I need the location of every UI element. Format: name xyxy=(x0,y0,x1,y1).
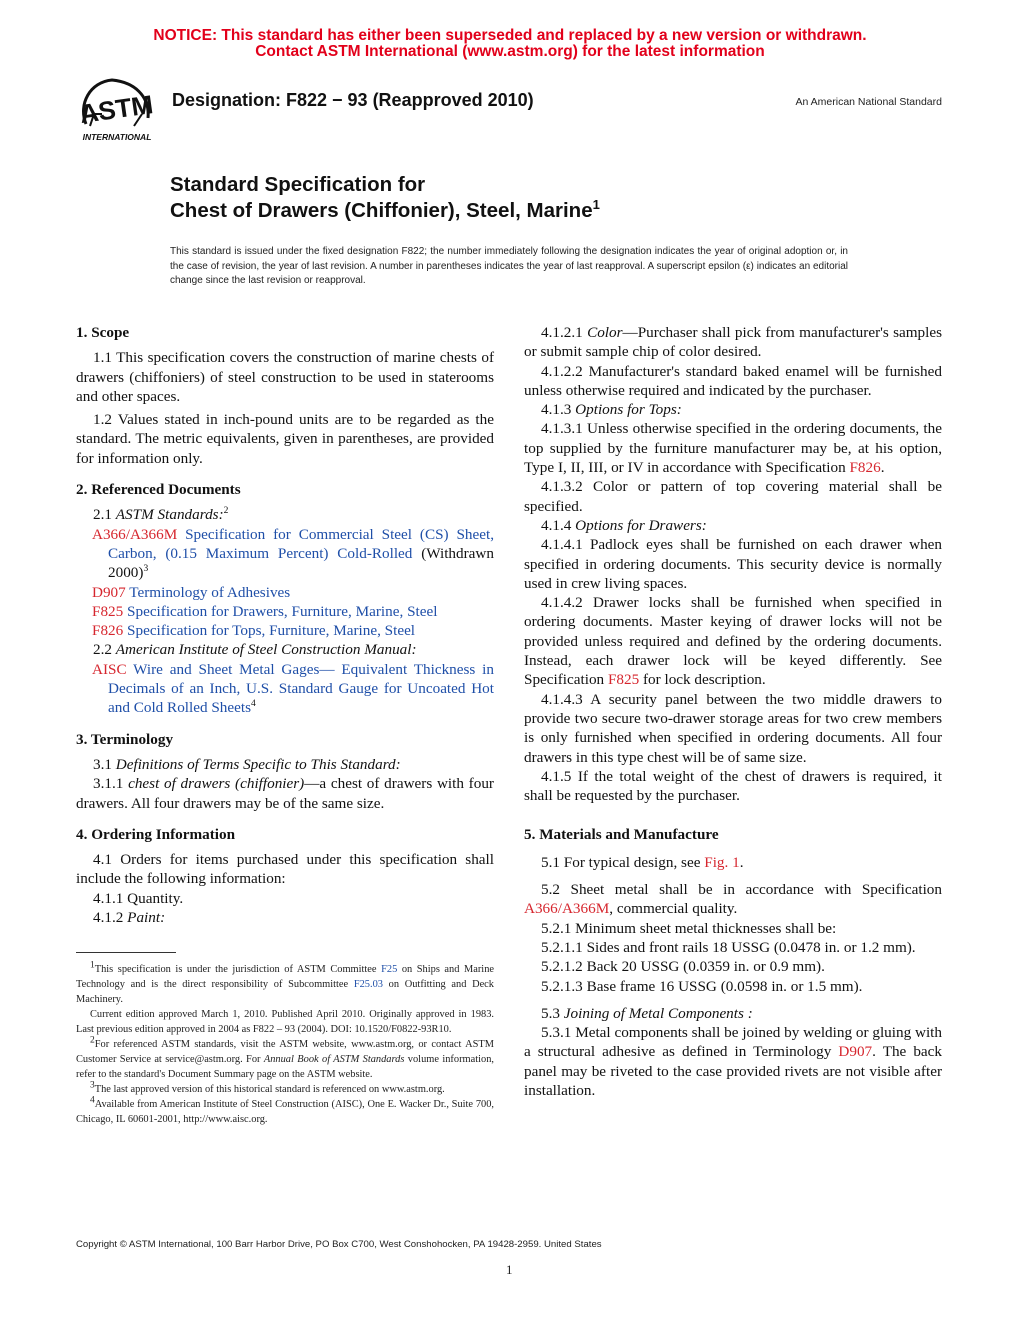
footnote-1-edition: Current edition approved March 1, 2010. Published April 2010. Originally approved in 1983. Last previous edition approved in 2004 as F822 – 93 (2004). DOI: 10.1520/F0822-93R10. xyxy=(76,1009,494,1035)
para-4-1-2-1-num: 4.1.2.1 xyxy=(541,324,588,341)
section-2-heading: 2. Referenced Documents xyxy=(76,481,241,499)
para-2-2-title: American Institute of Steel Construction Manual: xyxy=(115,641,417,659)
f825-link[interactable]: F825 xyxy=(607,671,640,689)
para-3-1-1-term: chest of drawers (chiffonier) xyxy=(128,775,305,793)
para-5-3-1: 5.3.1 Metal components shall be joined by welding or gluing with a structural adhesive as defined in Terminology xyxy=(524,1024,942,1061)
title-footnote-mark[interactable]: 1 xyxy=(592,197,600,213)
page-number: 1 xyxy=(506,1262,513,1277)
para-4-1-3-num: 4.1.3 xyxy=(541,401,576,419)
ref-f825 xyxy=(76,602,494,621)
issuance-note: This standard is issued under the fixed designation F822; the number immediately following the designation indicates the year of original adoption or, in the case of revision, the year of last revision. A number in parentheses indicates the year of last reapproval. A superscript epsilon (ε) indicates an editorial change since the last revision or reapproval. xyxy=(170,246,848,286)
fn-mark-2[interactable]: 2 xyxy=(223,506,229,517)
para-5-3-num: 5.3 xyxy=(541,1004,564,1022)
section-3-heading: 3. Terminology xyxy=(76,730,174,748)
para-5-3-title: Joining of Metal Components : xyxy=(563,1004,753,1022)
fn-mark-4[interactable]: 4 xyxy=(251,699,256,710)
ref-aisc-code[interactable]: AISC xyxy=(92,660,127,678)
subcommittee-f2503-link[interactable]: F25.03 xyxy=(353,979,383,990)
logo-text: ASTM xyxy=(77,89,155,130)
para-4-1-3-2: 4.1.3.2 Color or pattern of top covering material shall be specified. xyxy=(524,478,942,515)
para-3-1-1-text: —a chest of drawers with four drawers. All four drawers may be of the same size. xyxy=(76,775,494,812)
para-2-1-title: ASTM Standards: xyxy=(115,506,224,524)
a366-link[interactable]: A366/A366M xyxy=(524,900,610,918)
para-3-1-num: 3.1 xyxy=(93,755,116,773)
para-5-2-1-2: 5.2.1.2 Back 20 USSG (0.0359 in. or 0.9 mm). xyxy=(541,958,825,976)
para-4-1-5: 4.1.5 If the total weight of the chest of drawers is required, it shall be requested by the purchaser. xyxy=(524,767,942,805)
footnote-2: $^2$For referenced ASTM standards, visit the ASTM website, www.astm.org, or contact ASTM Customer Service at service@astm.org. For Annual Book of ASTM Standards volume information, refer to the standard's Document Summary page on the ASTM website. xyxy=(76,1035,494,1080)
logo-sub: INTERNATIONAL xyxy=(82,132,152,142)
fn-mark-3[interactable]: 3 xyxy=(143,564,149,575)
para-2-2-num: 2.2 xyxy=(93,641,116,659)
footnote-1: $^1$This specification is under the jurisdiction of ASTM Committee F25 on Ships and Marine Technology and is the direct responsibility of Subcommittee F25.03 on Outfitting and Deck Machinery. xyxy=(76,960,495,1005)
para-4-1-2-2: 4.1.2.2 Manufacturer's standard baked enamel will be furnished unless otherwise required and indicated by the purchaser. xyxy=(524,362,942,399)
ref-f826-code[interactable]: F826 xyxy=(92,622,124,640)
para-4-1-2-1-text: —Purchaser shall pick from manufacturer's samples or submit sample chip of color desired. xyxy=(524,324,943,361)
footnote-3: $^3$The last approved version of this historical standard is referenced on www.astm.org. xyxy=(90,1080,445,1095)
para-1-2: 1.2 Values stated in inch-pound units are to be regarded as the standard. The metric equivalents, given in parentheses, are provided for information only. xyxy=(76,411,494,467)
ref-a366 xyxy=(76,525,494,583)
para-5-1: 5.1 For typical design, see xyxy=(541,853,705,871)
d907-link[interactable]: D907 xyxy=(838,1043,873,1061)
right-column: 4.1.2.1 Color—Purchaser shall pick from manufacturer's samples or submit sample chip of color desired. 4.1.2.2 Manufacturer's standard baked enamel will be furnished unless otherwise required and indicated by the purchaser. 4.1.3 Options for Tops: 4.1.3.1 Unless otherwise specified in the ordering documents, the top supplied by the furniture manufacturer may be, at his option, Type I, II, III, or IV in accordance with Specification F826. 4.1.3.2 Color or pattern of top covering material shall be specified. 4.1.4 Options for Drawers: 4.1.4.1 Padlock eyes shall be furnished on each drawer when specified in ordering documents. This security device is normally used in crew living spaces. 4.1.4.2 Drawer locks shall be furnished when specified in ordering documents. Master keying of drawer locks will not be provided unless required and defined by the ordering documents. Instead, each drawer lock will be keyed differently. See Specification F825 for lock description. 4.1.4.3 A security panel between the two middle drawers to provide two secure two-drawer storage areas for two crew members is only furnished when specified in ordering documents. All four drawers in this type chest will be of same size. 4.1.5 If the total weight of the chest of drawers is required, it shall be requested by the purchaser. 5. Materials and Manufacture 5.1 For typical design, see Fig. 1. 5.2 Sheet metal shall be in accordance with Specification A366/A366M, commercial quality. 5.2.1 Minimum sheet metal thicknesses shall be: 5.2.1.1 Sides and front rails 18 USSG (0.0478 in. or 1.2 mm). 5.2.1.2 Back 20 USSG (0.0359 in. or 0.9 mm). 5.2.1.3 Base frame 16 USSG (0.0598 in. or 1.5 mm). 5.3 Joining of Metal Components : 5.3.1 Metal components shall be joined by welding or gluing with a structural adhesive as defined in Terminology D907. The back panel may be riveted to the case provided rivets are not visible after installation. xyxy=(524,324,943,1099)
para-2-1-num: 2.1 xyxy=(93,506,116,524)
ref-f826-title[interactable]: Specification for Tops, Furniture, Marine, Steel xyxy=(123,622,416,640)
para-4-1-2-num: 4.1.2 xyxy=(93,909,128,927)
para-4-1: 4.1 Orders for items purchased under this specification shall include the following information: xyxy=(76,851,494,888)
para-4-1-4-1: 4.1.4.1 Padlock eyes shall be furnished on each drawer when specified in ordering documents. This security device is normally used in crew living spaces. xyxy=(524,536,942,592)
para-4-1-4-2: 4.1.4.2 Drawer locks shall be furnished when specified in ordering documents. Master keying of drawer locks will not be provided unless required and defined by the ordering documents. Instead, each drawer lock will be keyed differently. See Specification xyxy=(524,594,942,689)
designation: Designation: F822 − 93 (Reapproved 2010) xyxy=(172,90,534,110)
f826-link[interactable]: F826 xyxy=(849,459,881,477)
ref-d907 xyxy=(76,583,494,602)
footnotes xyxy=(76,962,494,1127)
copyright: Copyright © ASTM International, 100 Barr Harbor Drive, PO Box C700, West Conshohocken, PA 19428-2959. United States xyxy=(76,1239,602,1250)
ref-d907-title[interactable]: Terminology of Adhesives xyxy=(125,583,291,601)
ref-a366-code[interactable]: A366/A366M xyxy=(92,525,178,543)
para-4-1-4-3: 4.1.4.3 A security panel between the two middle drawers to provide two secure two-drawer storage areas for two crew members is only furnished when specified in ordering documents. All four drawers in this type chest will be of same size. xyxy=(524,690,942,766)
title-line-1: Standard Specification for xyxy=(170,173,426,196)
footnote-rule xyxy=(76,952,176,953)
para-1-1: 1.1 This specification covers the construction of marine chests of drawers (chiffoniers) of steel construction to be used in staterooms and other spaces. xyxy=(76,349,494,405)
ref-d907-code[interactable]: D907 xyxy=(92,583,126,601)
ref-f825-code[interactable]: F825 xyxy=(92,602,124,620)
para-4-1-2-1-title: Color xyxy=(587,324,623,341)
para-3-1-title: Definitions of Terms Specific to This Standard: xyxy=(115,755,401,773)
para-4-1-4-title: Options for Drawers: xyxy=(575,516,707,534)
para-5-2-1-1: 5.2.1.1 Sides and front rails 18 USSG (0.0478 in. or 1.2 mm). xyxy=(541,938,916,956)
section-5-heading: 5. Materials and Manufacture xyxy=(524,826,719,844)
para-4-1-3-title: Options for Tops: xyxy=(575,401,682,419)
ref-f825-title[interactable]: Specification for Drawers, Furniture, Marine, Steel xyxy=(123,602,438,620)
para-4-1-1: 4.1.1 Quantity. xyxy=(93,889,184,907)
title-line-2: Chest of Drawers (Chiffonier), Steel, Marine xyxy=(170,199,593,222)
footnote-4: $^4$Available from American Institute of Steel Construction (AISC), One E. Wacker Dr., Suite 700, Chicago, IL 60601-2001, http://www.aisc.org. xyxy=(76,1095,494,1125)
ref-aisc-title[interactable]: Wire and Sheet Metal Gages— Equivalent Thickness in Decimals of an Inch, U.S. Standard Gauge for Uncoated Hot and Cold Rolled Sheets xyxy=(108,660,494,717)
para-5-2-1-3: 5.2.1.3 Base frame 16 USSG (0.0598 in. or 1.5 mm). xyxy=(541,977,863,995)
section-1-heading: 1. Scope xyxy=(76,324,130,341)
ref-a366-note: (Withdrawn 2000) xyxy=(108,544,494,582)
para-5-2: 5.2 Sheet metal shall be in accordance with Specification xyxy=(541,881,942,899)
fig-1-link[interactable]: Fig. 1 xyxy=(704,853,740,871)
astm-logo xyxy=(72,74,162,144)
notice-line-1: NOTICE: This standard has either been superseded and replaced by a new version or withdrawn. xyxy=(153,27,867,44)
para-4-1-3-1: 4.1.3.1 Unless otherwise specified in the ordering documents, the top supplied by the furniture manufacturer may be, at his option, Type I, II, III, or IV in accordance with Specification xyxy=(524,420,942,477)
document-title xyxy=(170,172,600,224)
ref-f826 xyxy=(76,621,494,640)
american-national-standard: An American National Standard xyxy=(795,96,942,108)
section-4-heading: 4. Ordering Information xyxy=(76,825,236,843)
notice-line-2: Contact ASTM International (www.astm.org) for the latest information xyxy=(255,43,765,60)
committee-f25-link[interactable]: F25 xyxy=(381,964,398,975)
para-3-1-1-num: 3.1.1 xyxy=(93,775,129,793)
left-column xyxy=(76,323,494,927)
para-5-2-1: 5.2.1 Minimum sheet metal thicknesses shall be: xyxy=(541,919,837,937)
para-4-1-2-title: Paint: xyxy=(127,909,166,927)
ref-a366-title[interactable]: Specification for Commercial Steel (CS) Sheet, Carbon, (0.15 Maximum Percent) Cold-Rolled xyxy=(108,525,494,562)
para-4-1-4-num: 4.1.4 xyxy=(541,516,576,534)
ref-aisc xyxy=(76,660,494,718)
